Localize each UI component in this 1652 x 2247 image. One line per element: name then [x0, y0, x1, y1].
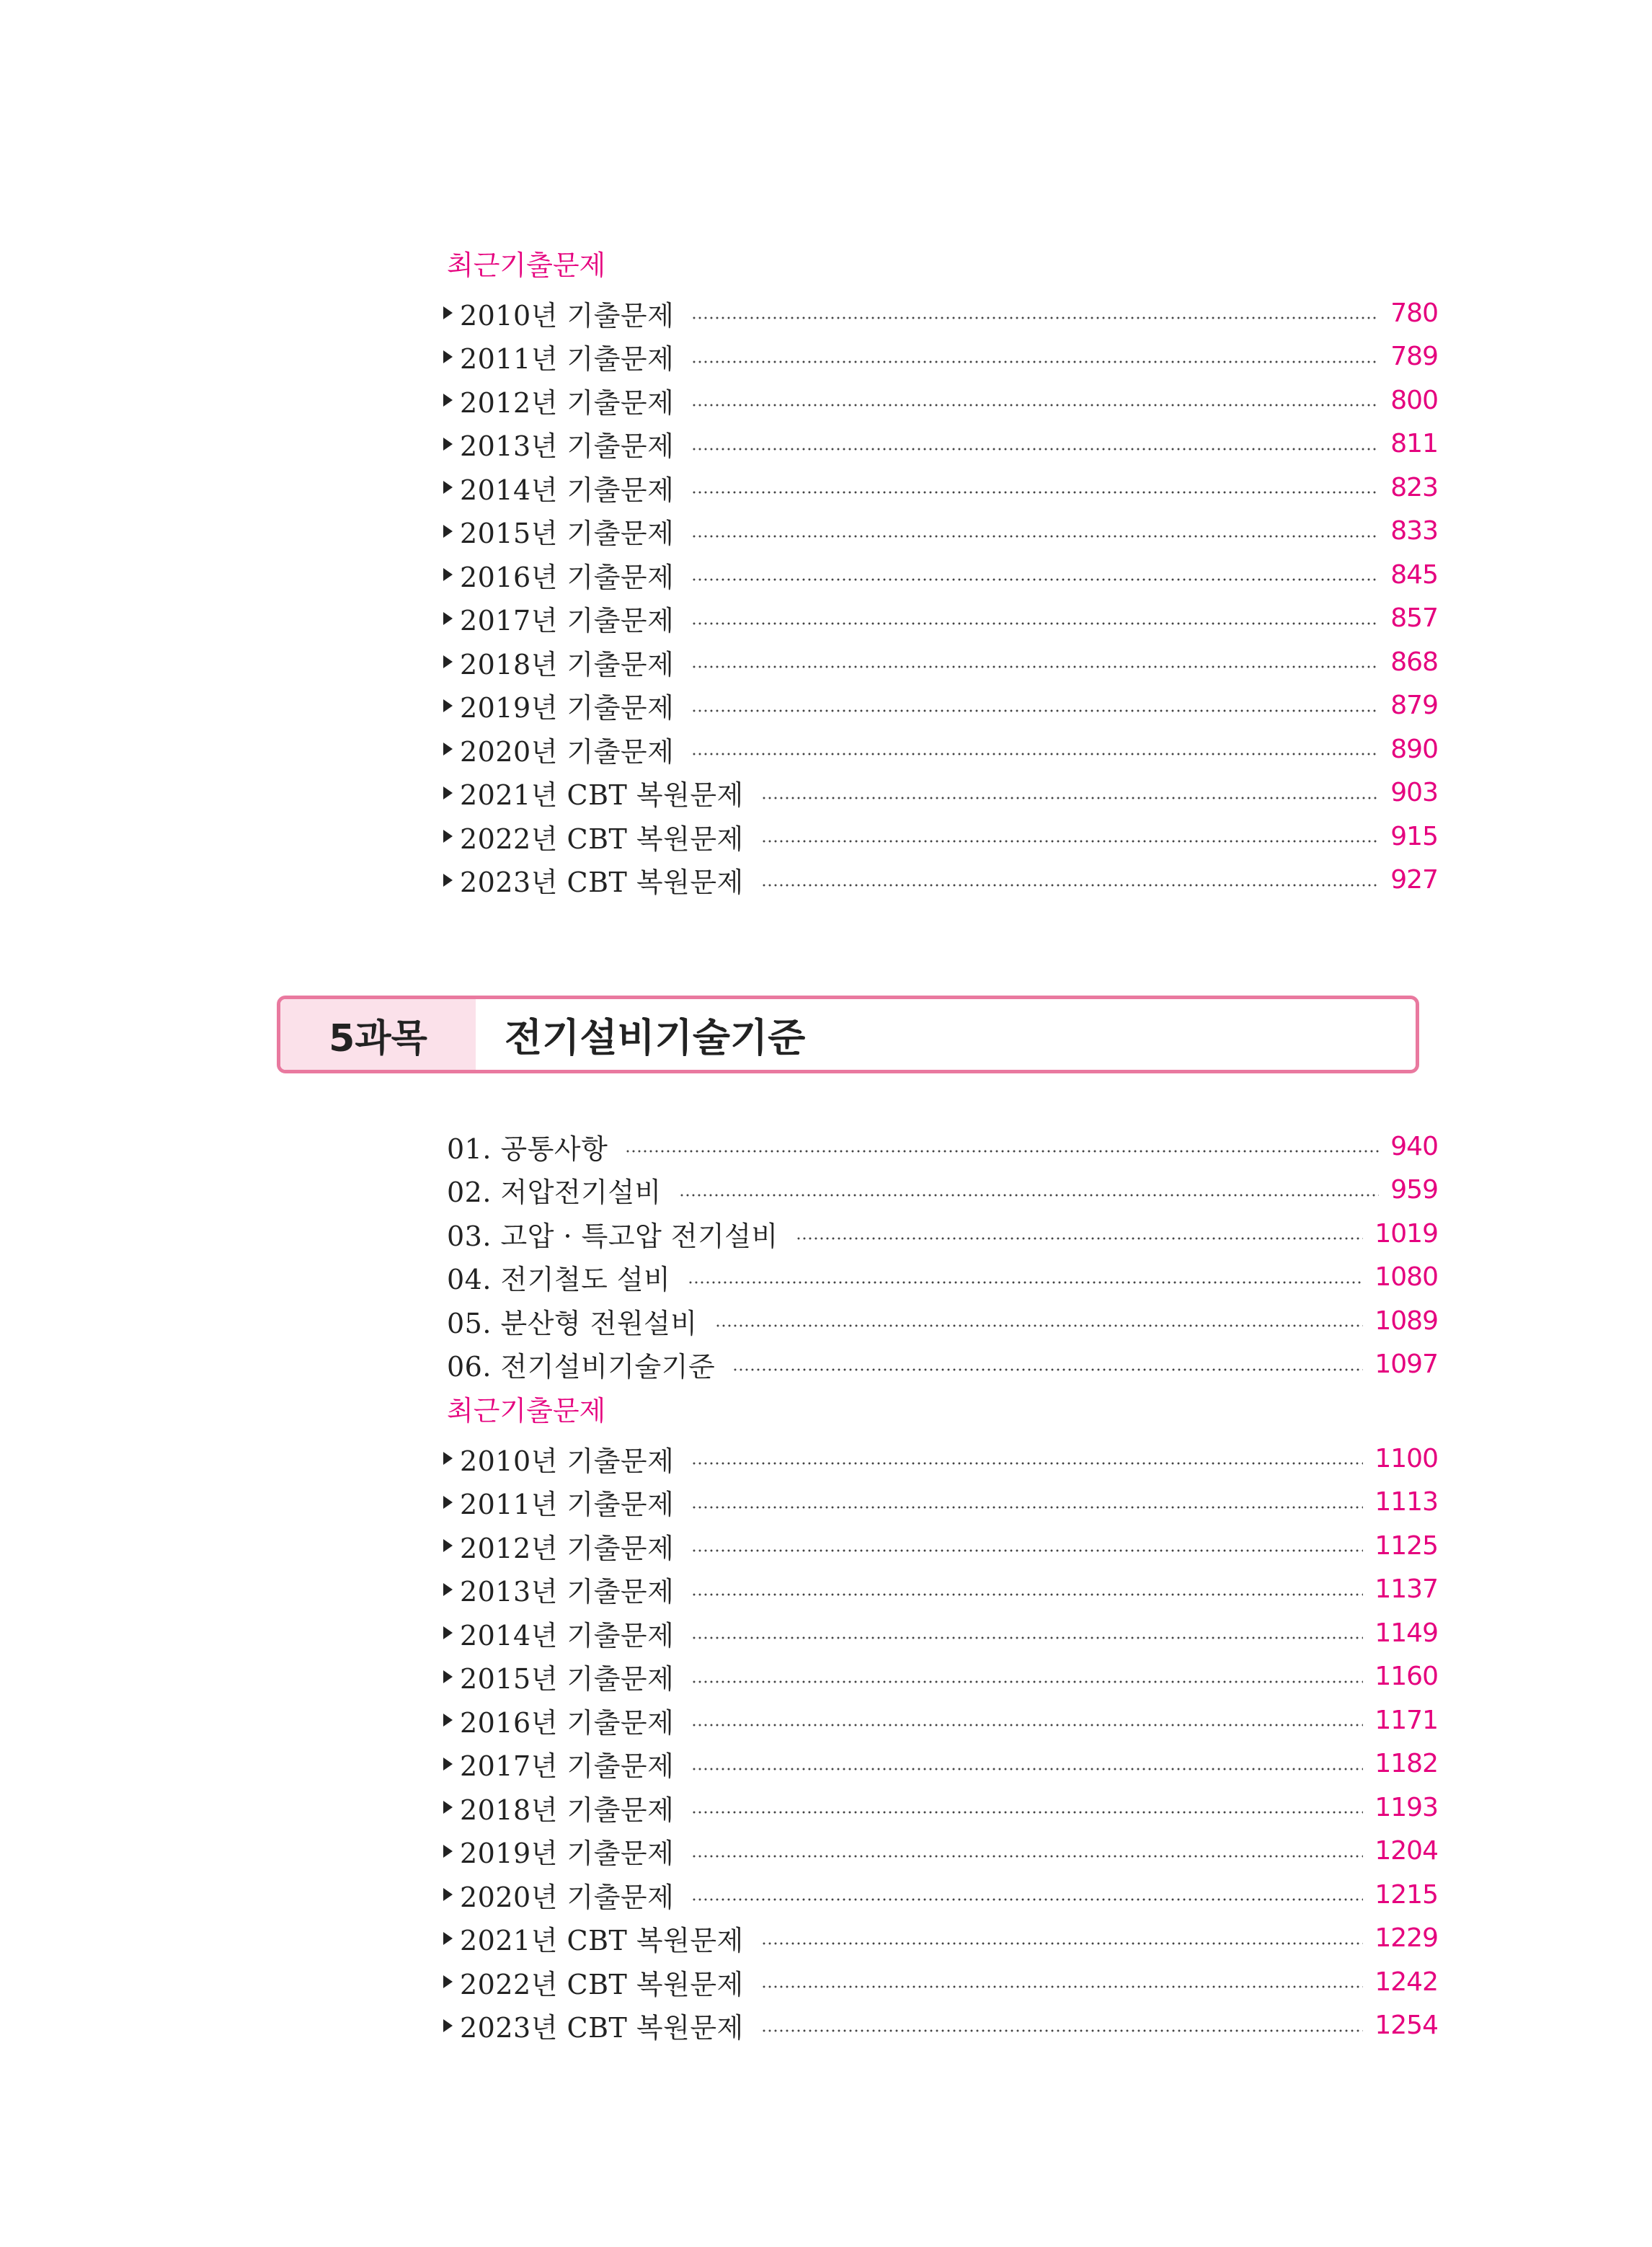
toc-entry-page: 789 [1390, 342, 1438, 371]
recent-exams-heading: 최근기출문제 [447, 249, 606, 281]
dot-leader [679, 1194, 1380, 1197]
toc-entry-page: 1215 [1375, 1879, 1438, 1910]
toc-entry-label: 2013년 기출문제 [460, 1576, 675, 1608]
dot-leader [691, 1724, 1363, 1727]
dot-leader [796, 1237, 1364, 1240]
triangle-bullet-icon [443, 1932, 453, 1945]
toc-entry[interactable] [443, 291, 1438, 334]
toc-entry[interactable] [447, 1125, 1438, 1168]
toc-entry[interactable] [443, 466, 1438, 509]
dot-leader [691, 1462, 1363, 1465]
toc-entry-label: 2023년 CBT 복원문제 [460, 2012, 744, 2044]
toc-entry-page: 1113 [1375, 1487, 1438, 1517]
toc-entry-label: 03. 고압 · 특고압 전기설비 [447, 1220, 778, 1252]
toc-entry-page: 1149 [1375, 1618, 1438, 1648]
dot-leader [761, 797, 1380, 799]
triangle-bullet-icon [443, 612, 453, 625]
triangle-bullet-icon [443, 1801, 453, 1814]
dot-leader [625, 1150, 1379, 1153]
toc-entry-label: 2012년 기출문제 [460, 1532, 675, 1564]
toc-entry-page: 1171 [1375, 1705, 1438, 1735]
toc-entry-label: 2021년 CBT 복원문제 [460, 779, 744, 811]
triangle-bullet-icon [443, 699, 453, 712]
toc-entry-label: 2016년 기출문제 [460, 1706, 675, 1739]
toc-entry-label: 2010년 기출문제 [460, 299, 675, 332]
toc-entry[interactable] [443, 859, 1438, 902]
toc-entry-label: 2015년 기출문제 [460, 1663, 675, 1695]
toc-entry-label: 02. 저압전기설비 [447, 1176, 662, 1208]
triangle-bullet-icon [443, 786, 453, 799]
toc-entry-page: 1097 [1375, 1349, 1438, 1379]
dot-leader [691, 1680, 1363, 1683]
toc-entry-page: 780 [1390, 298, 1438, 328]
toc-entry-label: 2019년 기출문제 [460, 692, 675, 724]
toc-entry-label: 06. 전기설비기술기준 [447, 1351, 716, 1383]
toc-entry[interactable] [443, 1481, 1438, 1524]
toc-entry-label: 2023년 CBT 복원문제 [460, 867, 744, 898]
toc-entry-page: 1193 [1375, 1792, 1438, 1822]
chapter-number: 5과목 [280, 999, 476, 1070]
dot-leader [715, 1324, 1364, 1327]
toc-entry-label: 2010년 기출문제 [460, 1445, 675, 1477]
dot-leader [691, 1811, 1363, 1814]
toc-entry[interactable] [443, 1437, 1438, 1480]
toc-entry[interactable] [443, 1698, 1438, 1742]
toc-entry-label: 2017년 기출문제 [460, 1750, 675, 1782]
toc-entry-page: 1137 [1375, 1574, 1438, 1604]
toc-entry[interactable] [447, 1212, 1438, 1255]
toc-entry-label: 2016년 기출문제 [460, 561, 675, 593]
triangle-bullet-icon [443, 568, 453, 581]
toc-entry-label: 2011년 기출문제 [460, 343, 675, 375]
toc-entry[interactable] [443, 1830, 1438, 1873]
toc-entry-label: 2015년 기출문제 [460, 518, 675, 549]
toc-entry-page: 1242 [1375, 1967, 1438, 1997]
toc-entry-page: 868 [1390, 647, 1438, 677]
toc-entry-page: 1019 [1375, 1218, 1438, 1249]
toc-entry-label: 2018년 기출문제 [460, 648, 675, 681]
toc-entry-page: 1182 [1375, 1749, 1438, 1778]
triangle-bullet-icon [443, 1626, 453, 1639]
toc-entry-label: 2020년 기출문제 [460, 1881, 675, 1913]
triangle-bullet-icon [443, 350, 453, 363]
dot-leader [691, 1549, 1363, 1552]
dot-leader [691, 753, 1379, 755]
triangle-bullet-icon [443, 830, 453, 843]
dot-leader [691, 448, 1379, 451]
toc-entry[interactable] [443, 2004, 1438, 2047]
toc-entry-page: 1254 [1375, 2011, 1438, 2040]
toc-entry[interactable] [443, 510, 1438, 553]
recent-exams-heading: 최근기출문제 [447, 1395, 606, 1427]
dot-leader [691, 1768, 1363, 1770]
toc-entry-page: 915 [1390, 821, 1438, 851]
toc-entry-page: 845 [1390, 559, 1438, 590]
dot-leader [761, 1985, 1364, 1988]
toc-entry-page: 890 [1390, 734, 1438, 764]
toc-entry-page: 1100 [1375, 1443, 1438, 1473]
toc-entry[interactable] [447, 1256, 1438, 1299]
dot-leader [691, 1898, 1363, 1901]
toc-entry-page: 833 [1390, 516, 1438, 546]
toc-entry[interactable] [443, 640, 1438, 683]
dot-leader [761, 840, 1380, 843]
toc-entry[interactable] [443, 422, 1438, 466]
toc-entry-label: 2014년 기출문제 [460, 1619, 675, 1652]
toc-entry-page: 959 [1390, 1175, 1438, 1205]
toc-entry-label: 2011년 기출문제 [460, 1489, 675, 1520]
toc-entry-label: 01. 공통사항 [447, 1133, 608, 1165]
dot-leader [691, 535, 1379, 538]
toc-entry[interactable] [443, 1568, 1438, 1611]
toc-entry[interactable] [443, 1655, 1438, 1698]
triangle-bullet-icon [443, 743, 453, 755]
toc-entry-label: 2013년 기출문제 [460, 430, 675, 462]
toc-entry-page: 1204 [1375, 1836, 1438, 1866]
toc-entry-label: 2019년 기출문제 [460, 1838, 675, 1869]
toc-entry-label: 2012년 기출문제 [460, 386, 675, 419]
triangle-bullet-icon [443, 1539, 453, 1552]
toc-entry[interactable] [443, 815, 1438, 858]
dot-leader [691, 360, 1379, 363]
triangle-bullet-icon [443, 394, 453, 407]
dot-leader [691, 404, 1379, 407]
toc-entry-page: 811 [1390, 429, 1438, 458]
dot-leader [691, 709, 1379, 712]
toc-entry-label: 04. 전기철도 설비 [447, 1264, 671, 1295]
triangle-bullet-icon [443, 1714, 453, 1727]
toc-entry-label: 2014년 기출문제 [460, 474, 675, 506]
toc-entry-label: 2020년 기출문제 [460, 735, 675, 768]
triangle-bullet-icon [443, 874, 453, 887]
toc-entry[interactable] [443, 1611, 1438, 1654]
chapter-title: 전기설비기술기준 [505, 1014, 806, 1060]
toc-entry-label: 2018년 기출문제 [460, 1794, 675, 1826]
triangle-bullet-icon [443, 655, 453, 668]
triangle-bullet-icon [443, 1452, 453, 1465]
toc-entry-page: 1125 [1375, 1530, 1438, 1561]
toc-entry[interactable] [447, 1169, 1438, 1212]
triangle-bullet-icon [443, 1670, 453, 1683]
toc-entry-page: 800 [1390, 385, 1438, 415]
dot-leader [691, 1593, 1363, 1596]
toc-entry-page: 1160 [1375, 1662, 1438, 1691]
toc-entry[interactable] [443, 378, 1438, 422]
triangle-bullet-icon [443, 481, 453, 494]
dot-leader [691, 316, 1379, 319]
triangle-bullet-icon [443, 1583, 453, 1596]
dot-leader [691, 1506, 1363, 1509]
toc-entry-label: 2021년 CBT 복원문제 [460, 1925, 744, 1956]
toc-entry-label: 2022년 CBT 복원문제 [460, 1968, 744, 2000]
toc-entry-page: 1080 [1375, 1262, 1438, 1292]
chapter-5-banner [277, 996, 1419, 1073]
toc-entry-label: 2022년 CBT 복원문제 [460, 823, 744, 855]
toc-entry[interactable] [443, 684, 1438, 727]
toc-entry[interactable] [443, 1917, 1438, 1960]
toc-entry[interactable] [443, 771, 1438, 815]
dot-leader [732, 1368, 1363, 1371]
dot-leader [688, 1281, 1363, 1284]
toc-entry-page: 1089 [1375, 1306, 1438, 1336]
dot-leader [691, 578, 1379, 581]
toc-entry[interactable] [447, 1299, 1438, 1342]
dot-leader [761, 2029, 1364, 2032]
toc-entry[interactable] [443, 727, 1438, 771]
triangle-bullet-icon [443, 1975, 453, 1988]
toc-entry-label: 05. 분산형 전원설비 [447, 1307, 698, 1339]
dot-leader [691, 622, 1379, 625]
toc-entry-label: 2017년 기출문제 [460, 605, 675, 637]
triangle-bullet-icon [443, 1845, 453, 1858]
toc-entry-page: 940 [1390, 1131, 1438, 1161]
dot-leader [761, 1942, 1364, 1945]
dot-leader [691, 1636, 1363, 1639]
toc-entry-page: 823 [1390, 472, 1438, 502]
triangle-bullet-icon [443, 2019, 453, 2032]
toc-entry[interactable] [443, 1742, 1438, 1786]
toc-entry[interactable] [443, 1873, 1438, 1916]
toc-entry[interactable] [443, 553, 1438, 596]
dot-leader [691, 665, 1379, 668]
triangle-bullet-icon [443, 525, 453, 538]
dot-leader [691, 491, 1379, 494]
toc-entry[interactable] [443, 597, 1438, 640]
toc-entry[interactable] [443, 1960, 1438, 2003]
toc-entry[interactable] [443, 1524, 1438, 1567]
toc-entry[interactable] [443, 1786, 1438, 1829]
triangle-bullet-icon [443, 1758, 453, 1770]
triangle-bullet-icon [443, 1496, 453, 1509]
toc-entry-page: 879 [1390, 691, 1438, 720]
toc-entry[interactable] [443, 335, 1438, 378]
toc-entry-page: 857 [1390, 603, 1438, 633]
triangle-bullet-icon [443, 438, 453, 451]
toc-entry-page: 1229 [1375, 1923, 1438, 1953]
toc-entry-page: 927 [1390, 865, 1438, 895]
dot-leader [691, 1855, 1363, 1858]
toc-entry[interactable] [447, 1343, 1438, 1386]
dot-leader [761, 884, 1380, 887]
triangle-bullet-icon [443, 306, 453, 319]
toc-entry-page: 903 [1390, 778, 1438, 807]
triangle-bullet-icon [443, 1888, 453, 1901]
